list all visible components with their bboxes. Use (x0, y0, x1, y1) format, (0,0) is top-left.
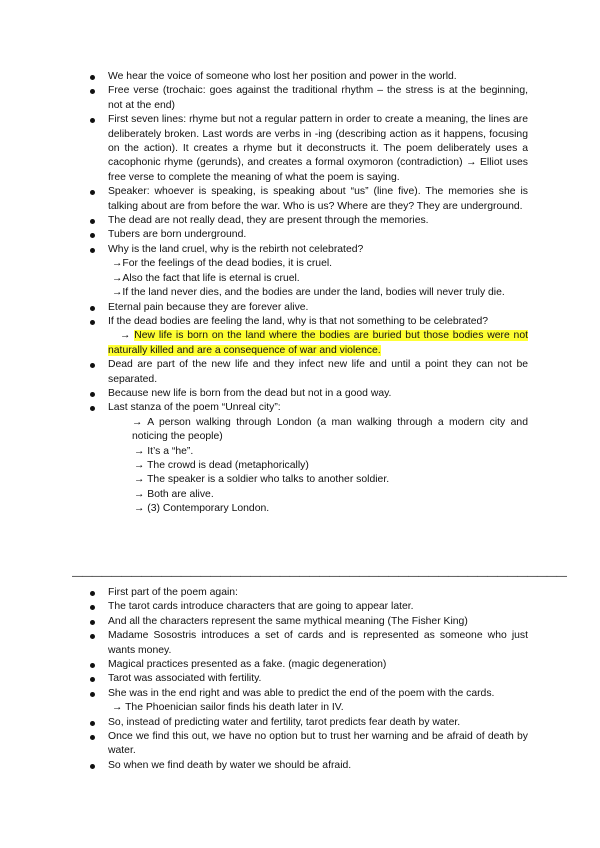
predict-sub: → The Phoenician sailor finds his death later in IV. (112, 702, 344, 714)
answer-line: →Also the fact that life is eternal is cruel. (112, 272, 300, 284)
list-item: Free verse (trochaic: goes against the traditional rhythm – the stress is at the beginning, not at the end) (108, 84, 528, 113)
list-item-predict (108, 687, 528, 716)
list-item: Tubers are born underground. (108, 228, 528, 242)
list-item: Madame Sosostris introduces a set of cards and is represented as someone who just wants money. (108, 629, 528, 658)
stanza-title: Last stanza of the poem “Unreal city”: (108, 402, 281, 414)
list-item-last-stanza (108, 401, 528, 516)
list-item: Dead are part of the new life and they infect new life and until a point they can not be separated. (108, 358, 528, 387)
stanza-lead: → A person walking through London (a man walking through a modern city and noticing the people) (132, 416, 528, 443)
list-item: Because new life is born from the dead but not in a good way. (108, 387, 528, 401)
stanza-point: → The crowd is dead (metaphorically) (134, 459, 309, 471)
answer-line: →For the feelings of the dead bodies, it is cruel. (112, 258, 333, 270)
list-item: We hear the voice of someone who lost her position and power in the world. (108, 70, 528, 84)
list-item: The dead are not really dead, they are present through the memories. (108, 214, 528, 228)
list-item-land-cruel (108, 243, 528, 301)
list-item: The tarot cards introduce characters that are going to appear later. (108, 600, 528, 614)
highlighted-text: New life is born on the land where the bodies are buried but those bodies were not naturally killed and are a consequence of war and violence. (108, 330, 529, 356)
stanza-point: → Both are alive. (134, 488, 214, 500)
arrow-text: → (120, 330, 135, 342)
notes-list-part-two (108, 586, 528, 773)
stanza-point: → (3) Contemporary London. (134, 503, 270, 515)
list-item: First part of the poem again: (108, 586, 528, 600)
list-item: Speaker: whoever is speaking, is speaking about “us” (line five). The memories she is talking about are from before the war. Who is us? Where are they? They are underground. (108, 185, 528, 214)
list-item: Once we find this out, we have no option but to trust her warning and be afraid of death by water. (108, 730, 528, 759)
section-divider: —————————————————————————————————————————————————— (72, 571, 567, 582)
stanza-point: → The speaker is a soldier who talks to another soldier. (134, 474, 390, 486)
list-item: So, instead of predicting water and fertility, tarot predicts fear death by water. (108, 716, 528, 730)
notes-list-part-one (108, 70, 528, 517)
list-item: And all the characters represent the same mythical meaning (The Fisher King) (108, 615, 528, 629)
list-item: Magical practices presented as a fake. (magic degeneration) (108, 658, 528, 672)
list-item-dead-feeling (108, 315, 528, 358)
list-item: First seven lines: rhyme but not a regular pattern in order to create a meaning, the lines are deliberately broken. Last words are verbs in -ing (describing action as it happens, focusing on the action). It creates a rhyme but it deconstructs it. The poem deliberately uses a cacophonic rhyme (gerunds), and creates a formal oxymoron (contradiction) → Elliot uses free verse to complete the meaning of what the poem is saying. (108, 113, 528, 185)
question-text: Why is the land cruel, why is the rebirth not celebrated? (108, 243, 364, 255)
answer-line: →If the land never dies, and the bodies are under the land, bodies will never truly die. (112, 287, 505, 299)
list-item: So when we find death by water we should be afraid. (108, 759, 528, 773)
stanza-point: → It’s a “he”. (134, 445, 194, 457)
list-item: Tarot was associated with fertility. (108, 672, 528, 686)
list-item: Eternal pain because they are forever alive. (108, 301, 528, 315)
predict-text: She was in the end right and was able to predict the end of the poem with the cards. (108, 687, 495, 699)
highlighted-answer (108, 329, 528, 358)
question-text: If the dead bodies are feeling the land, why is that not something to be celebrated? (108, 315, 489, 327)
